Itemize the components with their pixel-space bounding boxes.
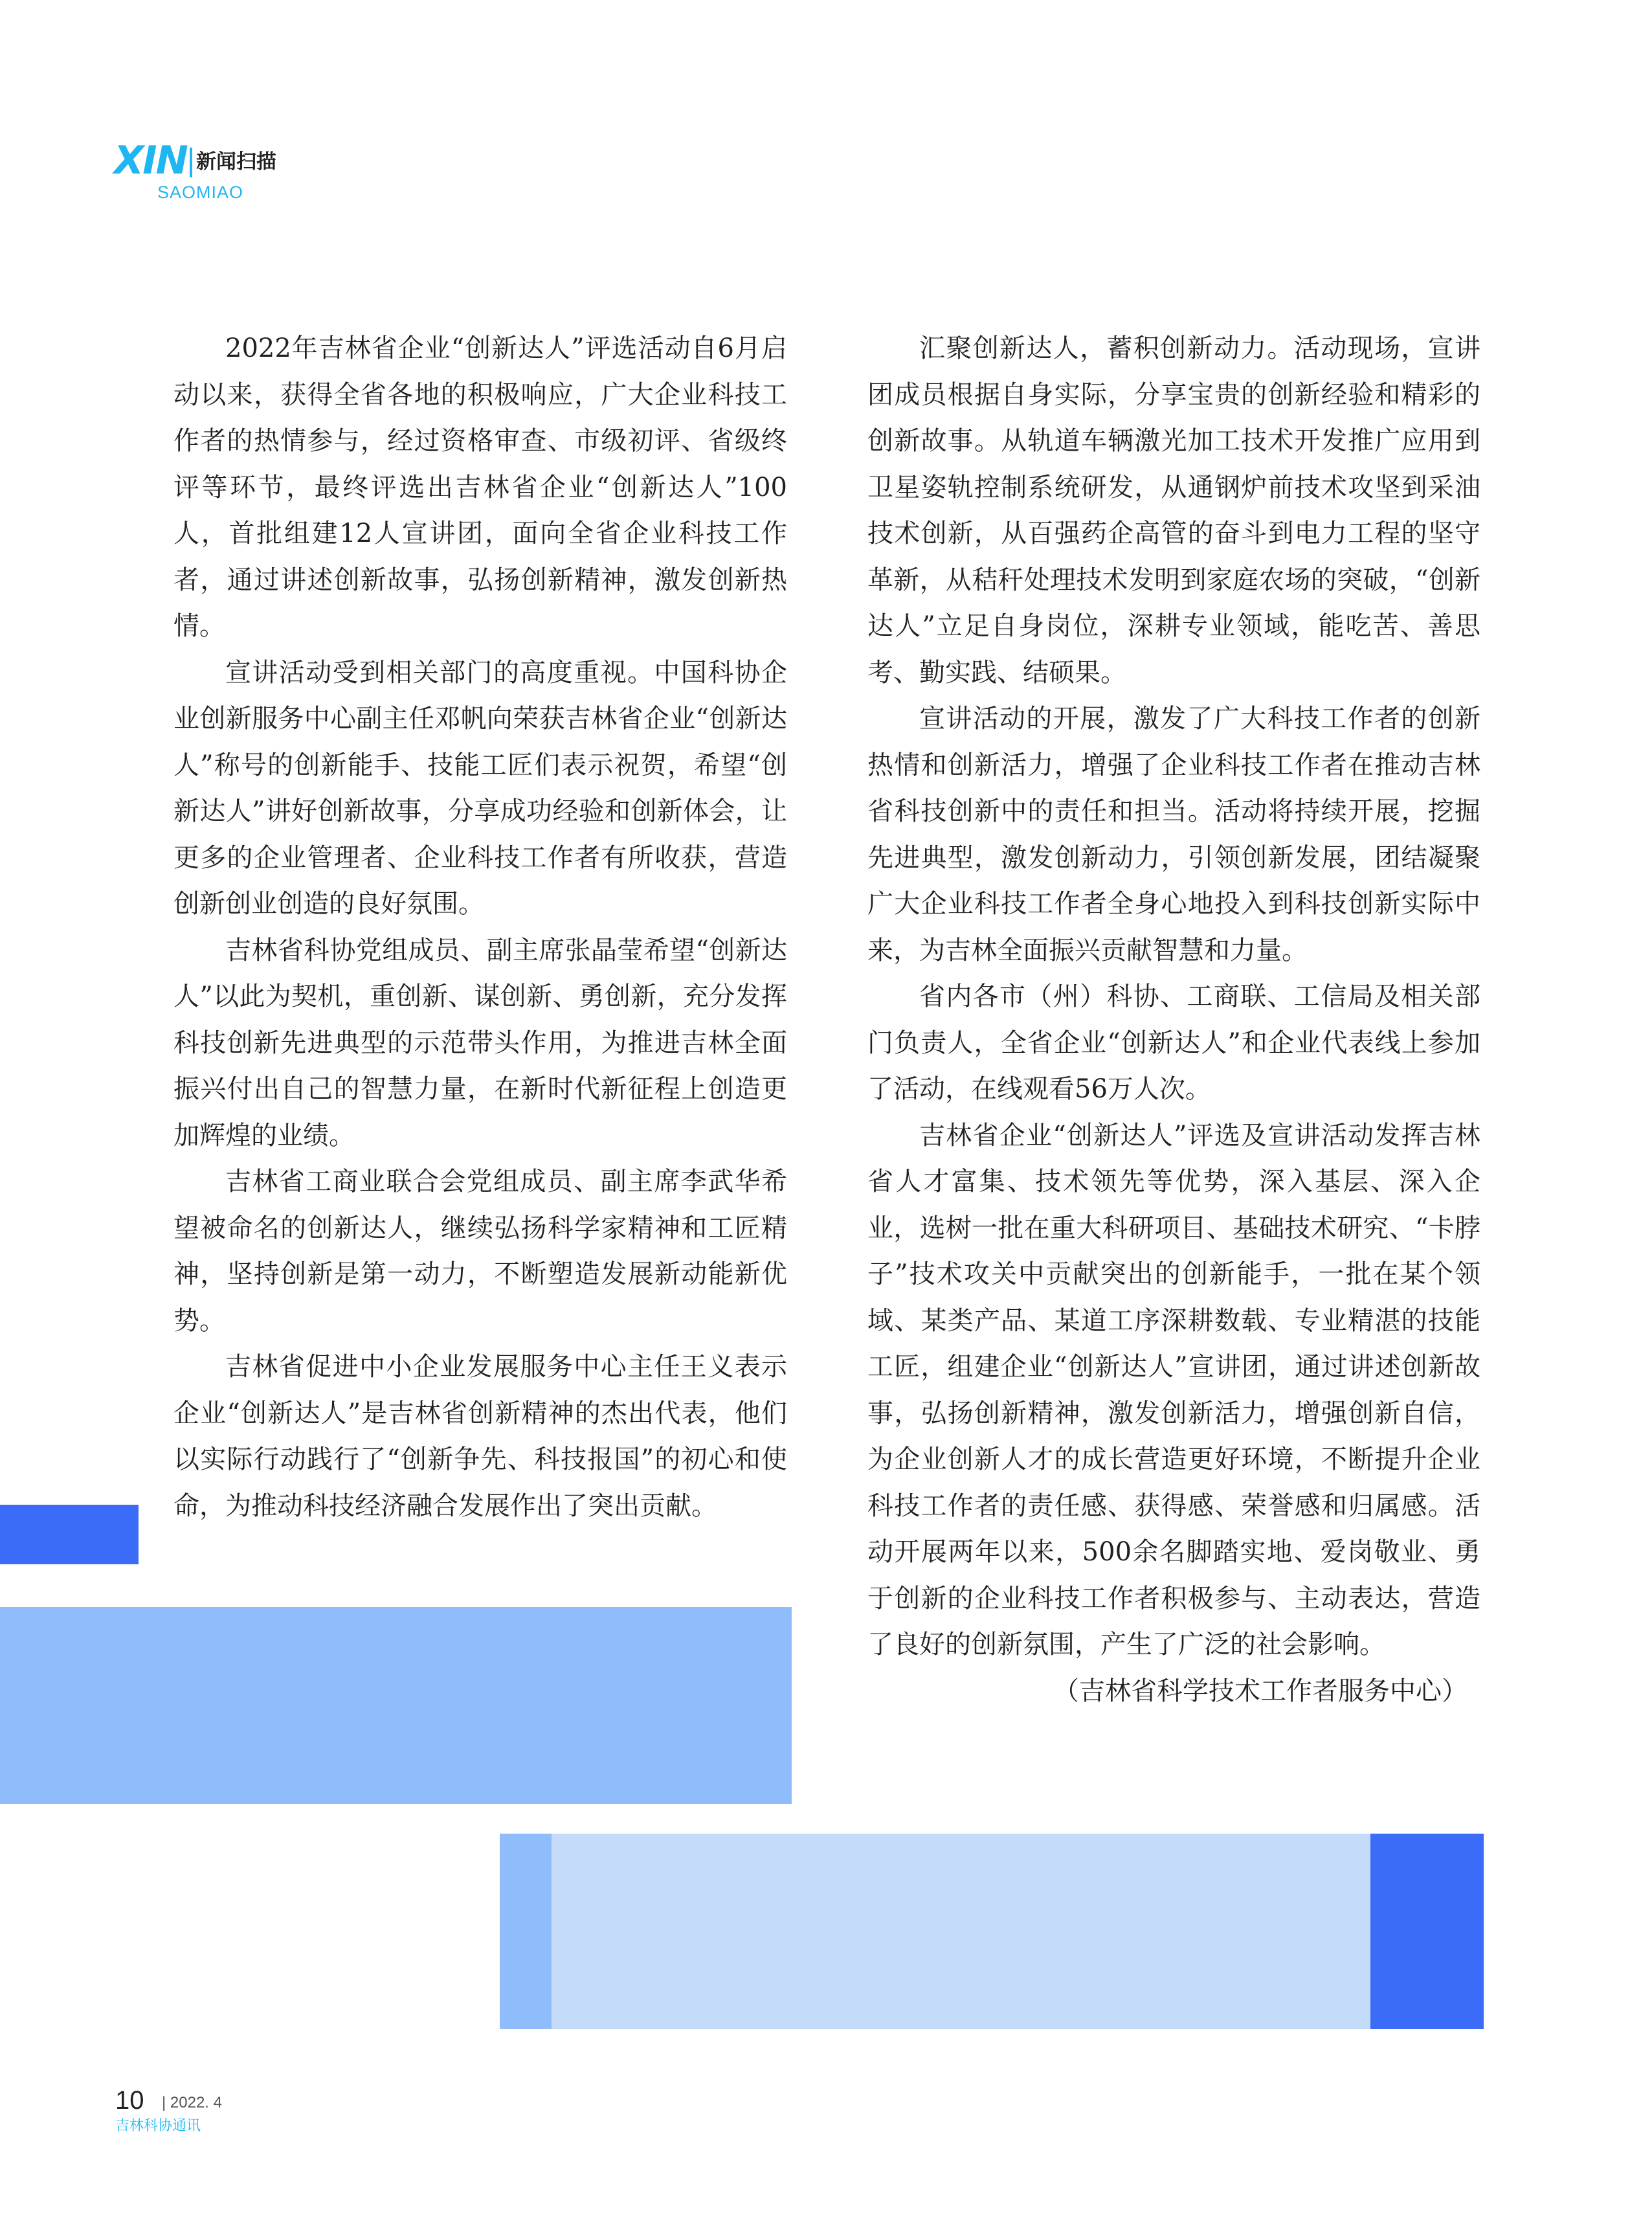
paragraph: 吉林省工商业联合会党组成员、副主席李武华希望被命名的创新达人，继续弘扬科学家精神和工匠精神，坚持创新是第一动力，不断塑造发展新动能新优势。 <box>173 1167 787 1336</box>
issue-label: | 2022. 4 <box>162 2094 222 2111</box>
article-source: （吉林省科学技术工作者服务中心） <box>1053 1676 1468 1706</box>
section-title: 新闻扫描 <box>196 150 276 174</box>
paragraph: 宣讲活动的开展，激发了广大科技工作者的创新热情和创新活力，增强了企业科技工作者在推动吉林省科技创新中的责任和担当。活动将持续开展，挖掘先进典型，激发创新动力，引领创新发展，团结凝聚广大企业科技工作者全身心地投入到科技创新实际中来，为吉林全面振兴贡献智慧和力量。 <box>867 704 1480 965</box>
decor-block-dark-left <box>0 1505 139 1564</box>
article-column-right <box>867 326 1480 1714</box>
decor-block-mid-strip <box>500 1834 552 2029</box>
paragraph: 省内各市（州）科协、工商联、工信局及相关部门负责人，全省企业“创新达人”和企业代表线上参加了活动，在线观看56万人次。 <box>867 982 1480 1104</box>
decor-block-light <box>552 1834 1370 2029</box>
magazine-name: 吉林科协通讯 <box>115 2118 201 2134</box>
page-number: 10 <box>115 2086 144 2115</box>
section-logo: XIN <box>114 138 187 183</box>
section-subtitle: SAOMIAO <box>157 183 244 202</box>
article-column-left <box>173 326 787 1529</box>
paragraph: 吉林省企业“创新达人”评选及宣讲活动发挥吉林省人才富集、技术领先等优势，深入基层、深入企业，选树一批在重大科研项目、基础技术研究、“卡脖子”技术攻关中贡献突出的创新能手，一批在某个领域、某类产品、某道工序深耕数载、专业精湛的技能工匠，组建企业“创新达人”宣讲团，通过讲述创新故事，弘扬创新精神，激发创新活力，增强创新自信，为企业创新人才的成长营造更好环境，不断提升企业科技工作者的责任感、获得感、荣誉感和归属感。活动开展两年以来，500余名脚踏实地、爱岗敬业、勇于创新的企业科技工作者积极参与、主动表达，营造了良好的创新氛围，产生了广泛的社会影响。 <box>867 1120 1480 1659</box>
decor-block-dark-right <box>1370 1834 1484 2029</box>
paragraph: 吉林省科协党组成员、副主席张晶莹希望“创新达人”以此为契机，重创新、谋创新、勇创新，充分发挥科技创新先进典型的示范带头作用，为推进吉林全面振兴付出自己的智慧力量，在新时代新征程上创造更加辉煌的业绩。 <box>173 935 787 1151</box>
paragraph: 吉林省促进中小企业发展服务中心主任王义表示企业“创新达人”是吉林省创新精神的杰出代表，他们以实际行动践行了“创新争先、科技报国”的初心和使命，为推动科技经济融合发展作出了突出贡献。 <box>173 1352 787 1521</box>
paragraph: 2022年吉林省企业“创新达人”评选活动自6月启动以来，获得全省各地的积极响应，广大企业科技工作者的热情参与，经过资格审查、市级初评、省级终评等环节，最终评选出吉林省企业“创新达人”100人，首批组建12人宣讲团，面向全省企业科技工作者，通过讲述创新故事，弘扬创新精神，激发创新热情。 <box>173 333 787 641</box>
paragraph: 汇聚创新达人，蓄积创新动力。活动现场，宣讲团成员根据自身实际，分享宝贵的创新经验和精彩的创新故事。从轨道车辆激光加工技术开发推广应用到卫星姿轨控制系统研发，从通钢炉前技术攻坚到采油技术创新，从百强药企高管的奋斗到电力工程的坚守革新，从秸秆处理技术发明到家庭农场的突破，“创新达人”立足自身岗位，深耕专业领域，能吃苦、善思考、勤实践、结硕果。 <box>867 333 1480 688</box>
paragraph: 宣讲活动受到相关部门的高度重视。中国科协企业创新服务中心副主任邓帆向荣获吉林省企业“创新达人”称号的创新能手、技能工匠们表示祝贺，希望“创新达人”讲好创新故事，分享成功经验和创新体会，让更多的企业管理者、企业科技工作者有所收获，营造创新创业创造的良好氛围。 <box>173 657 787 919</box>
decor-block-mid-left <box>0 1607 792 1804</box>
header-divider <box>190 148 192 177</box>
